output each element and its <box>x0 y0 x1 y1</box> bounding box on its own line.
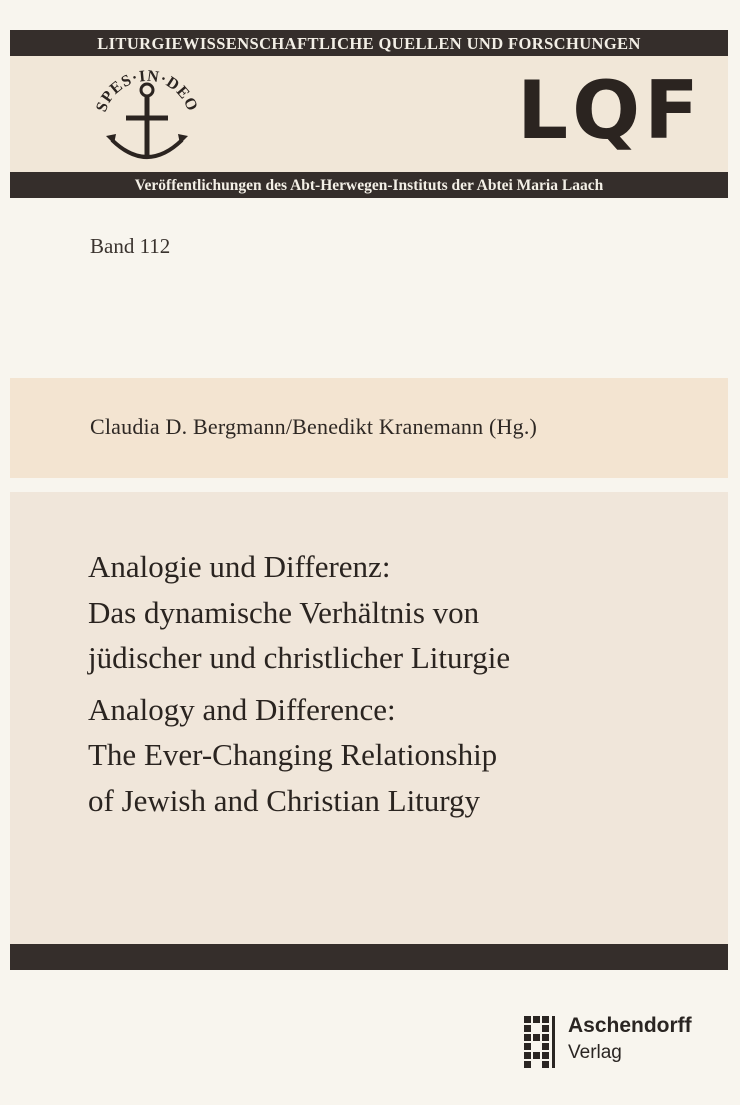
publisher-name: Aschendorff <box>568 1014 692 1037</box>
publisher-sub: Verlag <box>568 1042 622 1063</box>
logo-motto: SPES·IN·DEO <box>93 67 201 115</box>
institute-line: Veröffentlichungen des Abt-Herwegen-Instituts der Abtei Maria Laach <box>10 172 728 198</box>
publisher-logo <box>524 1014 724 1074</box>
series-title: LITURGIEWISSENSCHAFTLICHE QUELLEN UND FORSCHUNGEN <box>10 30 728 56</box>
title-de-line-3: jüdischer und christlicher Liturgie <box>88 640 511 675</box>
publisher-mark-icon <box>524 1016 558 1068</box>
series-abbreviation: LQF <box>517 64 703 157</box>
title-de-line-2: Das dynamische Verhältnis von <box>88 594 480 630</box>
title-en-line-2: The Ever-Changing Relationship <box>88 737 498 772</box>
title-en-line-3: of Jewish and Christian Liturgy <box>88 782 481 818</box>
title-en-line-1: Analogy and Difference: <box>88 691 396 727</box>
bottom-divider <box>10 944 728 970</box>
book-title <box>88 544 708 823</box>
volume-number: Band 112 <box>90 234 171 258</box>
anchor-logo-icon <box>92 62 202 170</box>
authors: Claudia D. Bergmann/Benedikt Kranemann (Hg.) <box>90 414 538 439</box>
title-de-line-1: Analogie und Differenz: <box>88 549 391 584</box>
